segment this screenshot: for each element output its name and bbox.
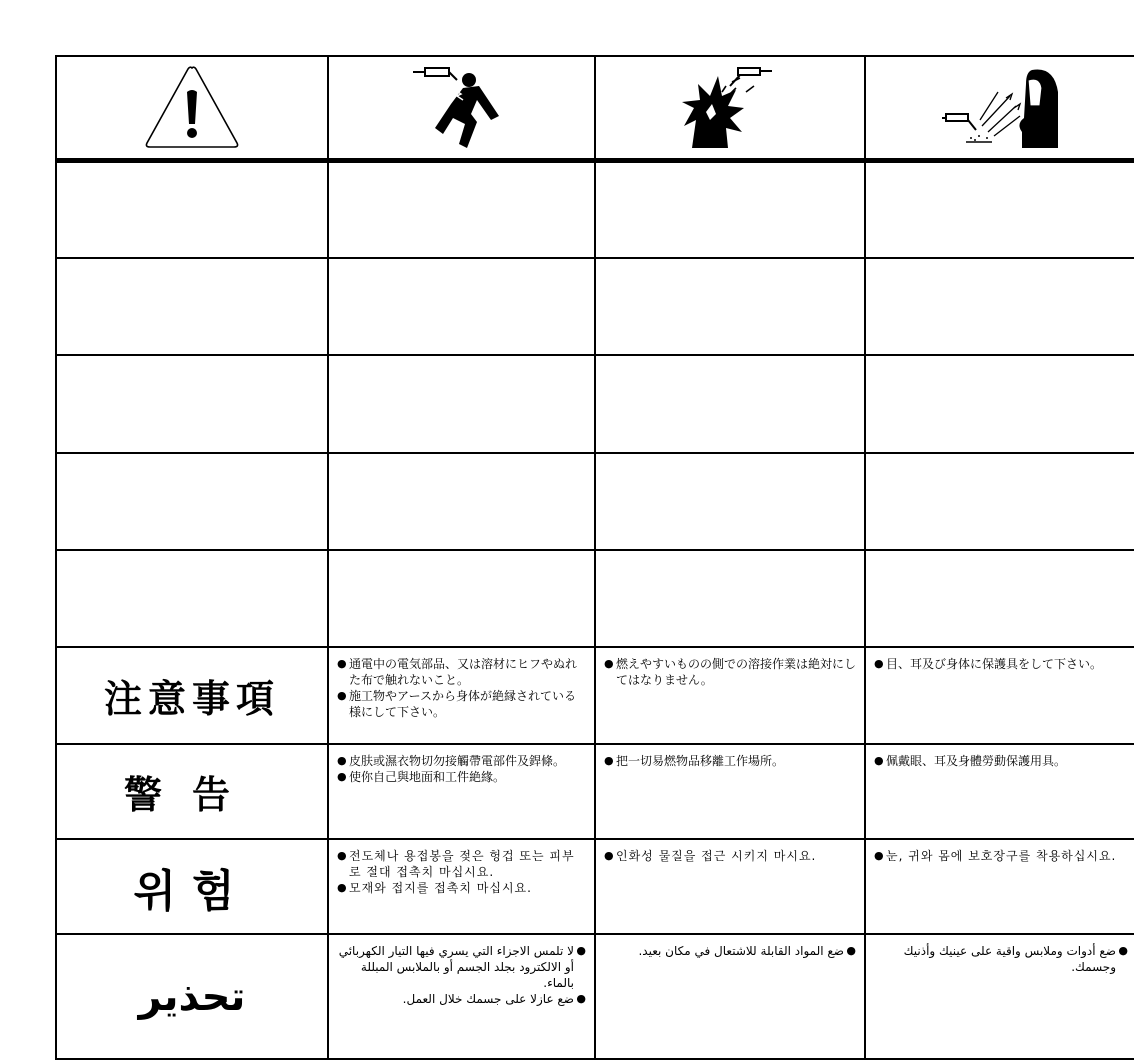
icon-header-row	[56, 56, 1134, 160]
fire-icon-cell	[595, 56, 865, 160]
korean-row	[56, 839, 1134, 934]
chinese-shock-text: ● 皮肤或濕衣物切勿接觸帶電部件及銲條。 ● 使你自己與地面和工件絶緣。	[328, 744, 595, 839]
arabic-rays-text: ● ضع أدوات وملابس واقية على عينيك وأذنيك وجسمك.	[865, 934, 1134, 1059]
arabic-fire-text: ● ضع المواد القابلة للاشتعال في مكان بعيد.	[595, 934, 865, 1059]
japanese-fire-text: ● 燃えやすいものの側での溶接作業は絶対にしてはなりません。	[595, 647, 865, 743]
safety-sheet	[55, 55, 1134, 1060]
japanese-shock-text: ● 通電中の電気部品、又は溶材にヒフやぬれた布で触れないこと。 ● 施工物やアースから身体が絶縁されている様にして下さい。	[328, 647, 595, 743]
chinese-rays-text: ● 佩戴眼、耳及身體勞動保護用具。	[865, 744, 1134, 839]
arabic-shock-text: ● لا تلمس الاجزاء التي يسري فيها التيار الكهربائي أو الالكترود بجلد الجسم أو بالملابس المبللة بالماء. ● ضع عازلا على جسمك خلال العمل.	[328, 934, 595, 1059]
korean-label: 위험	[56, 839, 328, 934]
korean-rays-text: ● 눈, 귀와 몸에 보호장구를 착용하십시요.	[865, 839, 1134, 934]
korean-shock-text: ● 전도체나 용접봉을 젖은 헝겁 또는 피부로 절대 접촉치 마십시요. ● 모재와 접지를 접촉치 마십시요.	[328, 839, 595, 934]
japanese-rays-text: ● 目、耳及び身体に保護具をして下さい。	[865, 647, 1134, 743]
japanese-row	[56, 647, 1134, 743]
blank-row	[56, 453, 1134, 550]
warning-icon-cell	[56, 56, 328, 160]
chinese-label: 警告	[56, 744, 328, 839]
blank-row	[56, 160, 1134, 257]
japanese-label: 注意事項	[56, 647, 328, 743]
warning-table	[55, 55, 1134, 1060]
arabic-label: تحذير	[56, 934, 328, 1059]
chinese-fire-text: ● 把一切易燃物品移離工作場所。	[595, 744, 865, 839]
chinese-row	[56, 744, 1134, 839]
electric-shock-icon	[407, 62, 517, 152]
explosion-fire-icon	[670, 62, 790, 152]
korean-fire-text: ● 인화성 물질을 접근 시키지 마시요.	[595, 839, 865, 934]
blank-row	[56, 550, 1134, 647]
blank-row	[56, 258, 1134, 355]
arc-rays-icon-cell	[865, 56, 1134, 160]
shock-icon-cell	[328, 56, 595, 160]
blank-row	[56, 355, 1134, 452]
warning-triangle-icon	[144, 64, 240, 150]
arc-rays-helmet-icon	[936, 62, 1066, 152]
arabic-row	[56, 934, 1134, 1059]
